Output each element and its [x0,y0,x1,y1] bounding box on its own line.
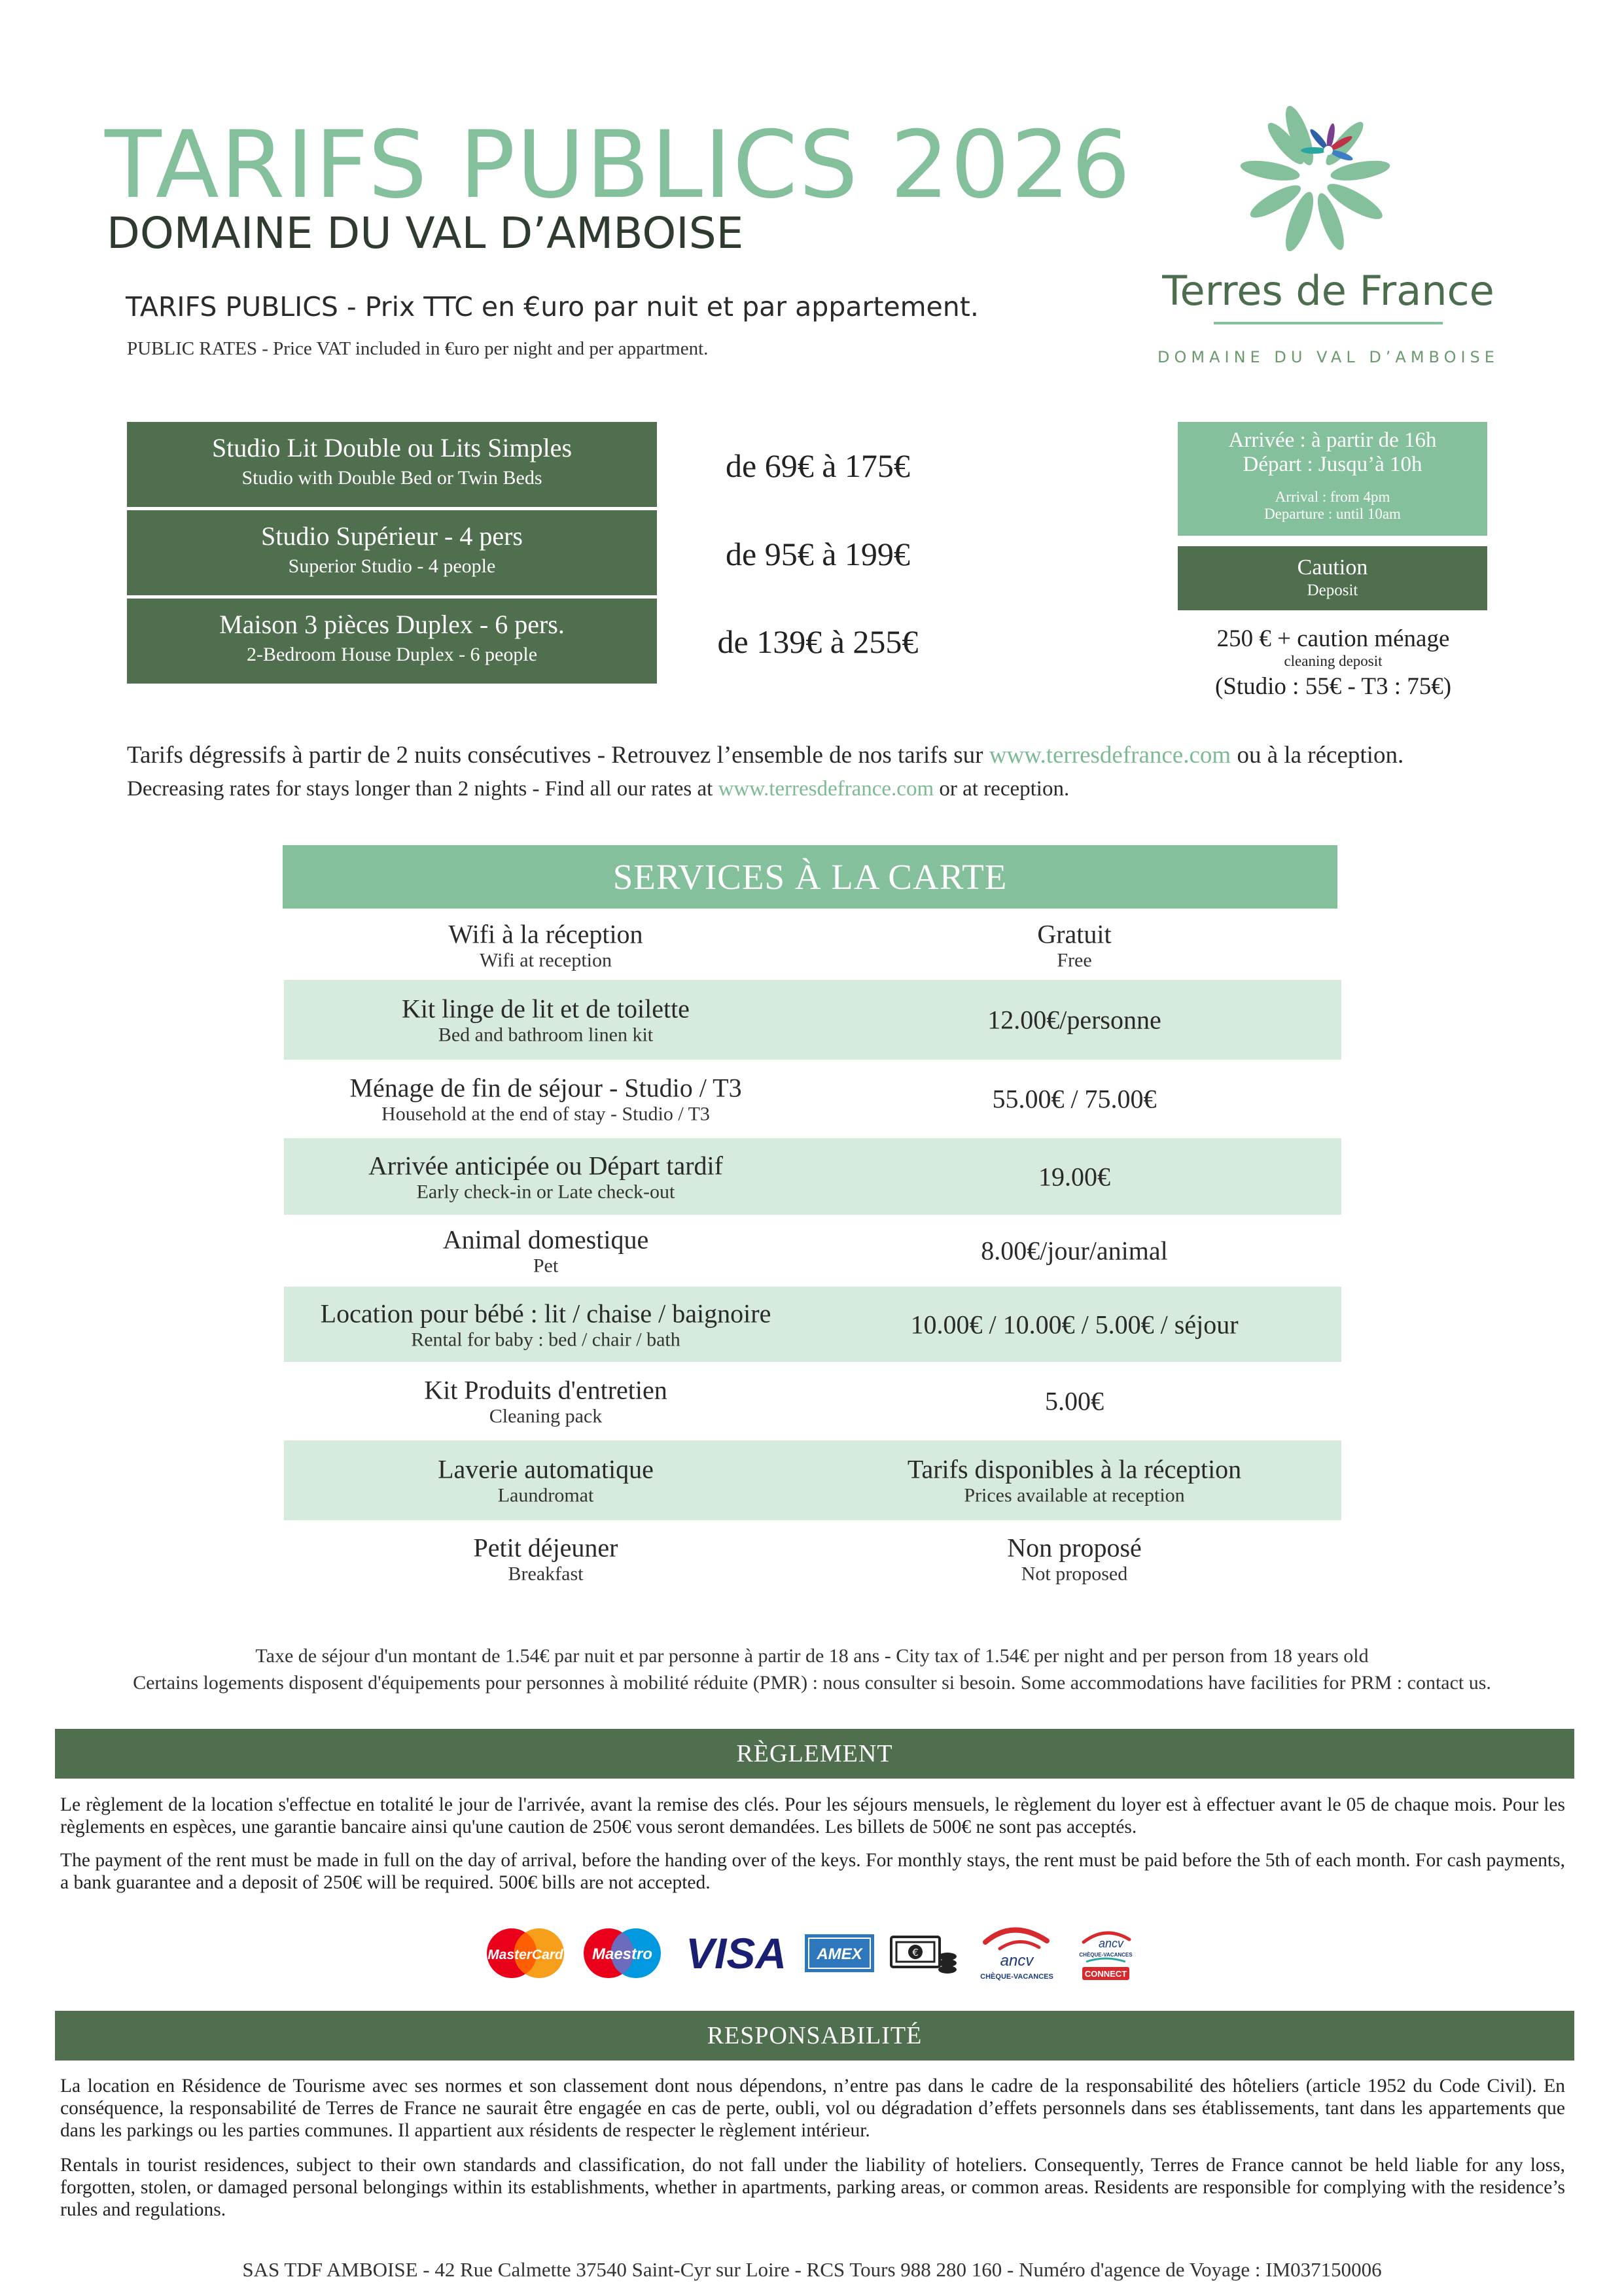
service-row-cleaning-pack [284,1363,1341,1440]
service-name: Location pour bébé : lit / chaise / baignoire [320,1298,771,1328]
reglement-fr: Le règlement de la location s'effectue en totalité le jour de l'arrivée, avant la remise des clés. Pour les séjours mensuels, le règlement du loyer est à effectuer avant le 05 de chaque mois. Pour les règlements en espèces, une garantie bancaire ainsi qu'une caution de 250€ vous seront demandées. Les billets de 500€ ne sont pas acceptés. [60,1794,1565,1837]
service-name-en: Early check-in or Late check-out [416,1181,675,1202]
service-price: 55.00€ / 75.00€ [992,1084,1157,1114]
service-price: Gratuit [1037,919,1112,948]
caution-label-en: Deposit [1307,582,1358,599]
brand-name: Terres de France [1162,267,1494,315]
rate-price-studio: de 69€ à 175€ [726,447,910,484]
service-price: 8.00€/jour/animal [981,1236,1168,1266]
svg-text:Maestro: Maestro [591,1945,653,1963]
service-name: Ménage de fin de séjour - Studio / T3 [349,1073,742,1103]
responsabilite-fr: La location en Résidence de Tourisme avec ses normes et son classement dont nous dépendons, n’entre pas dans le cadre de la responsabilité des hôteliers (article 1952 du Code Civil). En conséquence, la responsabilité de Terres de France ne saurait être engagée en cas de perte, oubli, vol ou dégradation d’effets personnels dans ses établissements, tant dans les appartements que dans les parkings ou les parties communes. Il appartient aux résidents de respecter le règlement intérieur. [60,2076,1565,2141]
arrival-box [1178,422,1487,536]
maestro-icon [580,1926,665,1980]
degressive-en: Decreasing rates for stays longer than 2 nights - Find all our rates at www.terresdefrance.com or at reception. [127,777,1070,801]
service-row-checkin [284,1138,1341,1215]
service-name: Kit linge de lit et de toilette [402,994,690,1024]
rate-label-en: Superior Studio - 4 people [288,555,496,577]
responsabilite-title: RESPONSABILITÉ [55,2011,1574,2061]
arrival-en: Arrival : from 4pm [1275,489,1390,505]
service-price-en: Not proposed [1021,1563,1128,1584]
service-price: 19.00€ [1038,1162,1110,1191]
service-price-en: Free [1057,949,1092,971]
svg-text:AMEX: AMEX [817,1945,862,1963]
svg-text:ancv: ancv [1000,1952,1034,1970]
rate-label-en: Studio with Double Bed or Twin Beds [241,467,542,489]
rate-label-fr: Maison 3 pièces Duplex - 6 pers. [219,610,565,639]
rate-box-studio [127,422,657,507]
ancv-cheque-vacances-icon [974,1922,1059,1985]
svg-text:ancv: ancv [1098,1937,1124,1950]
service-name-en: Rental for baby : bed / chair / bath [411,1329,680,1350]
service-name: Petit déjeuner [473,1533,618,1562]
service-row-laundry [284,1440,1341,1520]
rate-label-fr: Studio Supérieur - 4 pers [261,521,523,551]
arrival-fr: Arrivée : à partir de 16h [1228,428,1437,452]
payment-methods [0,1920,1624,1992]
prm-note: Certains logements disposent d'équipements pour personnes à mobilité réduite (PMR) : nous consulter si besoin. Some accommodations have facilities for PRM : contact us. [133,1672,1491,1694]
caution-box [1178,546,1487,610]
service-name-en: Pet [533,1255,559,1277]
service-name: Laverie automatique [438,1454,654,1484]
caution-amount: 250 € + caution ménage [1216,625,1450,652]
svg-text:VISA: VISA [685,1932,787,1975]
service-row-wifi [284,911,1341,979]
website-link[interactable]: www.terresdefrance.com [989,742,1231,769]
service-name-en: Breakfast [508,1563,584,1584]
service-price: Non proposé [1007,1533,1142,1562]
ancv-connect-icon [1073,1922,1139,1988]
service-name-en: Laundromat [497,1484,594,1506]
amex-icon [805,1934,874,1972]
visa-icon [680,1932,792,1975]
intro-fr: TARIFS PUBLICS - Prix TTC en €uro par nuit et par appartement. [126,291,979,322]
reglement-en: The payment of the rent must be made in full on the day of arrival, before the handing over of the keys. For monthly stays, the rent must be paid before the 5th of each month. For cash payments, a bank guarantee and a deposit of 250€ will be required. 500€ bills are not accepted. [60,1850,1565,1893]
brand-subtitle: DOMAINE DU VAL D’AMBOISE [1157,348,1499,366]
rate-label-en: 2-Bedroom House Duplex - 6 people [246,644,538,665]
mastercard-icon [483,1926,568,1980]
service-price: 12.00€/personne [987,1005,1161,1035]
services-title: SERVICES À LA CARTE [283,845,1337,909]
service-row-cleaning [284,1060,1341,1138]
svg-text:MasterCard: MasterCard [487,1947,563,1962]
cash-icon [890,1934,959,1975]
intro-en: PUBLIC RATES - Price VAT included in €uro per night and per appartment. [127,338,709,359]
responsabilite-en: Rentals in tourist residences, subject to their own standards and classification, do not fall under the liability of hoteliers. Consequently, Terres de France cannot be held liable for any loss, forgotten, stolen, or damaged personal belongings within its establishments, whether in apartments, parking areas, or common areas. Residents are responsible for complying with the residence’s rules and regulations. [60,2155,1565,2220]
rate-box-house [127,599,657,684]
service-price: Tarifs disponibles à la réception [907,1454,1242,1484]
rate-label-fr: Studio Lit Double ou Lits Simples [211,433,573,462]
caution-label-fr: Caution [1297,555,1368,580]
service-name: Wifi à la réception [448,919,643,948]
service-name-en: Bed and bathroom linen kit [438,1024,654,1046]
service-name: Arrivée anticipée ou Départ tardif [368,1151,723,1180]
caution-details [1152,625,1515,701]
rate-box-superior [127,510,657,595]
degressive-fr: Tarifs dégressifs à partir de 2 nuits consécutives - Retrouvez l’ensemble de nos tarifs sur www.terresdefrance.com ou à la réception. [127,742,1404,769]
svg-text:CONNECT: CONNECT [1084,1969,1127,1979]
service-name-en: Household at the end of stay - Studio / T3 [381,1103,710,1125]
rate-price-house: de 139€ à 255€ [717,623,919,660]
service-price: 5.00€ [1045,1386,1104,1416]
service-row-pet [284,1215,1341,1286]
company-footer: SAS TDF AMBOISE - 42 Rue Calmette 37540 Saint-Cyr sur Loire - RCS Tours 988 280 160 - Numéro d'agence de Voyage : IM037150006 [242,2258,1382,2281]
service-row-breakfast [284,1521,1341,1596]
caution-amount-en: cleaning deposit [1284,653,1383,669]
page-subtitle: DOMAINE DU VAL D’AMBOISE [107,208,744,258]
brand-divider [1214,322,1443,324]
service-name: Animal domestique [442,1225,649,1255]
service-price-en: Prices available at reception [964,1484,1185,1506]
departure-en: Departure : until 10am [1264,506,1401,522]
flower-logo-icon [1230,97,1400,260]
city-tax-note: Taxe de séjour d'un montant de 1.54€ par nuit et par personne à partir de 18 ans - City tax of 1.54€ per night and per person from 18 years old [255,1645,1369,1667]
service-row-baby [284,1287,1341,1362]
rate-price-superior: de 95€ à 199€ [726,536,910,572]
caution-detail: (Studio : 55€ - T3 : 75€) [1214,673,1452,700]
service-name-en: Cleaning pack [489,1405,603,1427]
reglement-title: RÈGLEMENT [55,1729,1574,1779]
svg-text:€: € [912,1947,919,1958]
svg-text:CHÈQUE-VACANCES: CHÈQUE-VACANCES [980,1973,1053,1981]
svg-text:CHÈQUE-VACANCES: CHÈQUE-VACANCES [1079,1952,1133,1958]
service-row-linen [284,980,1341,1060]
service-name-en: Wifi at reception [479,949,612,971]
service-price: 10.00€ / 10.00€ / 5.00€ / séjour [910,1310,1239,1339]
page-title: TARIFS PUBLICS 2026 [105,111,1132,219]
website-link[interactable]: www.terresdefrance.com [718,777,934,801]
service-name: Kit Produits d'entretien [424,1375,667,1405]
departure-fr: Départ : Jusqu’à 10h [1243,453,1422,476]
